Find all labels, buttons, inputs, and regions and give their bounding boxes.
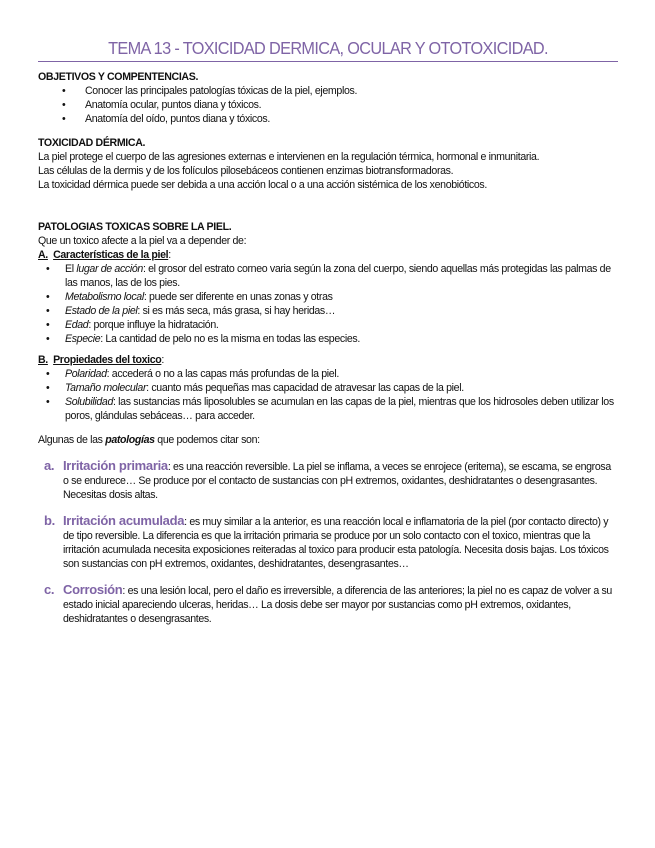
toxicidad-heading: TOXICIDAD DÉRMICA.	[38, 137, 146, 149]
lettered-item-b	[38, 514, 618, 571]
list-item: • Anatomía del oído, puntos diana y tóxicos.	[38, 112, 618, 126]
title-rule	[38, 61, 618, 62]
section-b-heading	[38, 353, 618, 367]
patologias-heading: PATOLOGIAS TOXICAS SOBRE LA PIEL.	[38, 221, 232, 233]
toxicidad-line: La toxicidad dérmica puede ser debida a una acción local o a una acción sistémica de los xenobióticos.	[38, 179, 487, 191]
item-letter: c.	[44, 582, 55, 597]
document-body	[38, 70, 618, 626]
section-a-letter: A.	[38, 249, 48, 261]
list-item: • El lugar de acción: el grosor del estrato corneo varia según la zona del cuerpo, siendo aquellas más protegidas las palmas de las manos, las de los pies.	[38, 262, 618, 290]
list-item: • Metabolismo local: puede ser diferente en unas zonas y otras	[38, 290, 618, 304]
list-item: • Conocer las principales patologías tóxicas de la piel, ejemplos.	[38, 84, 618, 98]
item-letter: b.	[44, 513, 55, 528]
item-letter: a.	[44, 458, 55, 473]
list-item: • Polaridad: accederá o no a las capas más profundas de la piel.	[38, 367, 618, 381]
toxicidad-line: La piel protege el cuerpo de las agresiones externas e intervienen en la regulación térmica, hormonal e inmunitaria.	[38, 151, 540, 163]
lettered-item-a	[38, 459, 618, 502]
section-a-heading	[38, 248, 618, 262]
item-text: : es una reacción reversible. La piel se inflama, a veces se enrojece (eritema), se escama, se engrosa o se endurece… Se produce por el contacto de sustancias con pH extremos, oxidantes, deshidratantes o desengrasantes. Necesitas dosis altas.	[63, 461, 611, 501]
section-b-colon: :	[161, 354, 164, 366]
section-a-list	[38, 262, 618, 346]
list-item: • Edad: porque influye la hidratación.	[38, 318, 618, 332]
section-a-title: Características de la piel	[53, 249, 169, 261]
section-b-list	[38, 367, 618, 423]
lettered-item-c	[38, 583, 618, 626]
section-b-letter: B.	[38, 354, 48, 366]
page-title: TEMA 13 - TOXICIDAD DERMICA, OCULAR Y OTOTOXICIDAD.	[108, 38, 548, 58]
list-item: • Estado de la piel: si es más seca, más grasa, si hay heridas…	[38, 304, 618, 318]
item-term: Corrosión	[63, 582, 123, 597]
list-item: • Solubilidad: las sustancias más liposolubles se acumulan en las capas de la piel, mientras que los hidrosoles deben utilizar los poros, glándulas sebáceas… para acceder.	[38, 395, 618, 423]
item-text: : es muy similar a la anterior, es una reacción local e inflamatoria de la piel (por contacto directo) y de tipo reversible. La diferencia es que la irritación primaria se produce por un solo contacto con el toxico, mientras que la irritación acumulada necesita exposiciones reiteradas al toxico para producir esta patología. Necesita dosis bajas. Los tóxicos son sustancias con pH extremos, oxidantes, deshidratantes, desengrasantes…	[63, 516, 609, 570]
section-b-title: Propiedades del toxico	[53, 354, 162, 366]
item-term: Irritación acumulada	[63, 513, 185, 528]
algunas-line: Algunas de las patologías que podemos citar son:	[38, 434, 260, 446]
item-term: Irritación primaria	[63, 458, 168, 473]
item-text: : es una lesión local, pero el daño es irreversible, a diferencia de las anteriores; la piel no es capaz de volver a su estado inicial apareciendo ulceras, heridas… La dosis debe ser mayor por sustancias como pH extremos, oxidantes, deshidratantes o desengrasantes.	[63, 585, 612, 625]
toxicidad-line: Las células de la dermis y de los folículos pilosebáceos contienen enzimas biotransformadoras.	[38, 165, 454, 177]
list-item: • Especie: La cantidad de pelo no es la misma en todas las especies.	[38, 332, 618, 346]
objetivos-heading: OBJETIVOS Y COMPENTENCIAS.	[38, 71, 199, 83]
list-item: • Anatomía ocular, puntos diana y tóxicos.	[38, 98, 618, 112]
patologias-intro: Que un toxico afecte a la piel va a depender de:	[38, 235, 247, 247]
objetivos-list	[38, 84, 618, 126]
section-a-colon: :	[168, 249, 171, 261]
list-item: • Tamaño molecular: cuanto más pequeñas mas capacidad de atravesar las capas de la piel.	[38, 381, 618, 395]
